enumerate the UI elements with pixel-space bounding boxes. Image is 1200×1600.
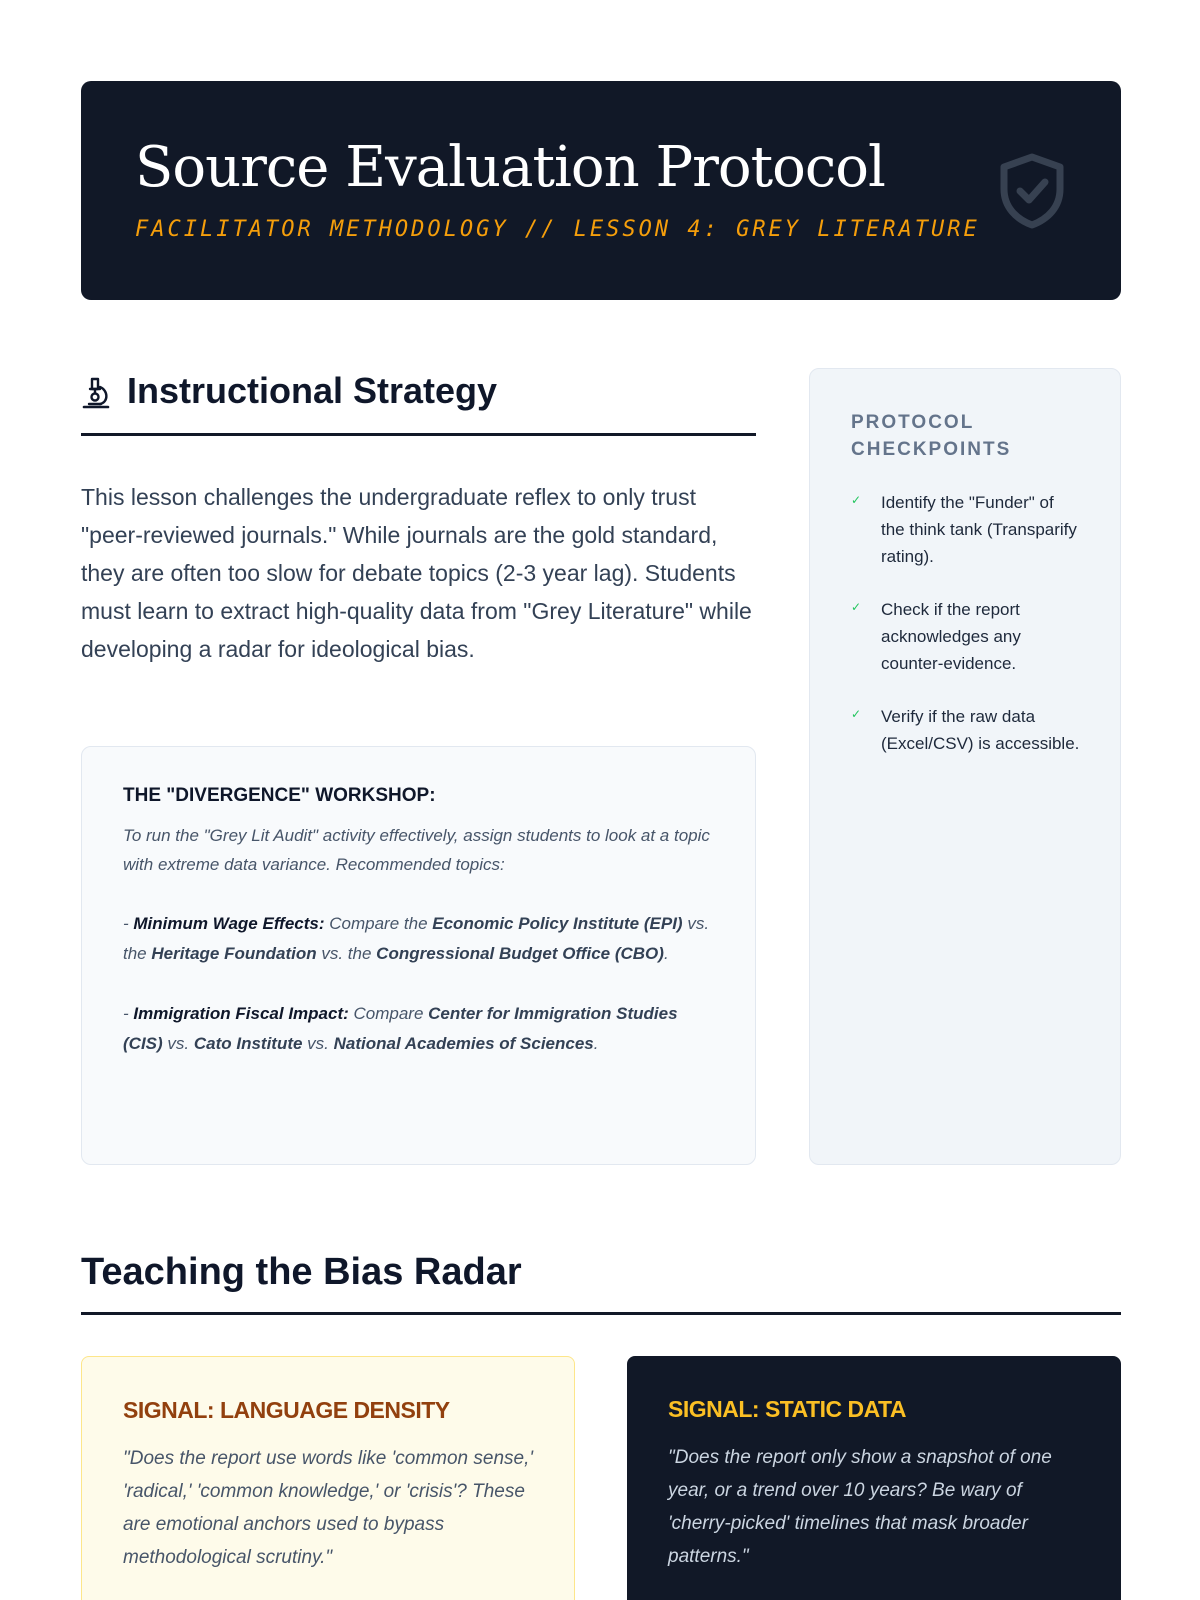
- topic-org: National Academies of Sciences: [333, 1034, 594, 1053]
- checkpoint-text: Verify if the raw data (Excel/CSV) is accessible.: [881, 707, 1080, 753]
- strategy-paragraph: This lesson challenges the undergraduate reflex to only trust "peer-reviewed journals." While journals are the gold standard, they are often too slow for debate topics (2-3 year lag). Students must learn to extract high-quality data from "Grey Literature" while developing a radar for ideological bias.: [81, 484, 752, 662]
- workshop-callout: [81, 746, 756, 1165]
- topic-text: .: [663, 944, 669, 963]
- page-subtitle: FACILITATOR METHODOLOGY // LESSON 4: GREY LITERATURE: [135, 217, 980, 242]
- workshop-intro: To run the "Grey Lit Audit" activity effectively, assign students to look at a topic with extreme data variance. Recommended topics:: [123, 826, 710, 874]
- topic-org: Heritage Foundation: [151, 944, 317, 963]
- topic-dash: -: [123, 914, 134, 933]
- section-title: Instructional Strategy: [127, 370, 498, 411]
- workshop-title: THE "DIVERGENCE" WORKSHOP:: [123, 785, 436, 806]
- topic-text: Compare the: [324, 914, 433, 933]
- checkpoint-item: [851, 703, 1080, 757]
- topic-org: Economic Policy Institute (EPI): [432, 914, 683, 933]
- sidebar-title: PROTOCOL CHECKPOINTS: [851, 412, 1012, 460]
- topic-text: vs.: [162, 1034, 194, 1053]
- signal-title: SIGNAL: LANGUAGE DENSITY: [123, 1397, 450, 1423]
- microscope-icon: [81, 376, 111, 410]
- checkpoints-sidebar: [809, 368, 1121, 1165]
- topic-dash: -: [123, 1004, 134, 1023]
- check-icon: ✓: [851, 600, 862, 614]
- signal-quote: "Does the report only show a snapshot of one year, or a trend over 10 years? Be wary of 'cherry-picked' timelines that mask broader patterns.": [668, 1447, 1052, 1567]
- topic-label: Minimum Wage Effects:: [133, 914, 325, 933]
- topic-text: vs. the: [316, 944, 377, 963]
- shield-check-icon: [996, 151, 1068, 231]
- workshop-topic: [123, 999, 714, 1059]
- signal-title: SIGNAL: STATIC DATA: [668, 1396, 906, 1422]
- topic-org: Cato Institute: [193, 1034, 303, 1053]
- topic-text: vs. the: [123, 914, 710, 963]
- check-icon: ✓: [851, 493, 862, 507]
- checkpoint-item: [851, 596, 1080, 677]
- page-title: Source Evaluation Protocol: [135, 135, 885, 200]
- topic-text: Compare: [348, 1004, 429, 1023]
- checkpoint-text: Check if the report acknowledges any counter-evidence.: [881, 600, 1021, 673]
- signal-quote: "Does the report use words like 'common sense,' 'radical,' 'common knowledge,' or 'crisis'? These are emotional anchors used to bypass methodological scrutiny.": [123, 1448, 534, 1568]
- topic-text: vs.: [302, 1034, 334, 1053]
- topic-label: Immigration Fiscal Impact:: [133, 1004, 349, 1023]
- topic-org: Center for Immigration Studies (CIS): [123, 1004, 678, 1053]
- strategy-heading: [81, 368, 756, 436]
- signal-card-static-data: [627, 1356, 1121, 1600]
- topic-org: Congressional Budget Office (CBO): [376, 944, 664, 963]
- header-banner: [81, 81, 1121, 300]
- checkpoint-text: Identify the "Funder" of the think tank (Transparify rating).: [881, 493, 1077, 566]
- topic-text: .: [593, 1034, 599, 1053]
- section-title: Teaching the Bias Radar: [81, 1251, 522, 1293]
- workshop-topic: [123, 909, 714, 969]
- radar-heading: [81, 1245, 1121, 1315]
- check-icon: ✓: [851, 707, 862, 721]
- checkpoint-item: [851, 489, 1080, 570]
- signal-card-language: [81, 1356, 575, 1600]
